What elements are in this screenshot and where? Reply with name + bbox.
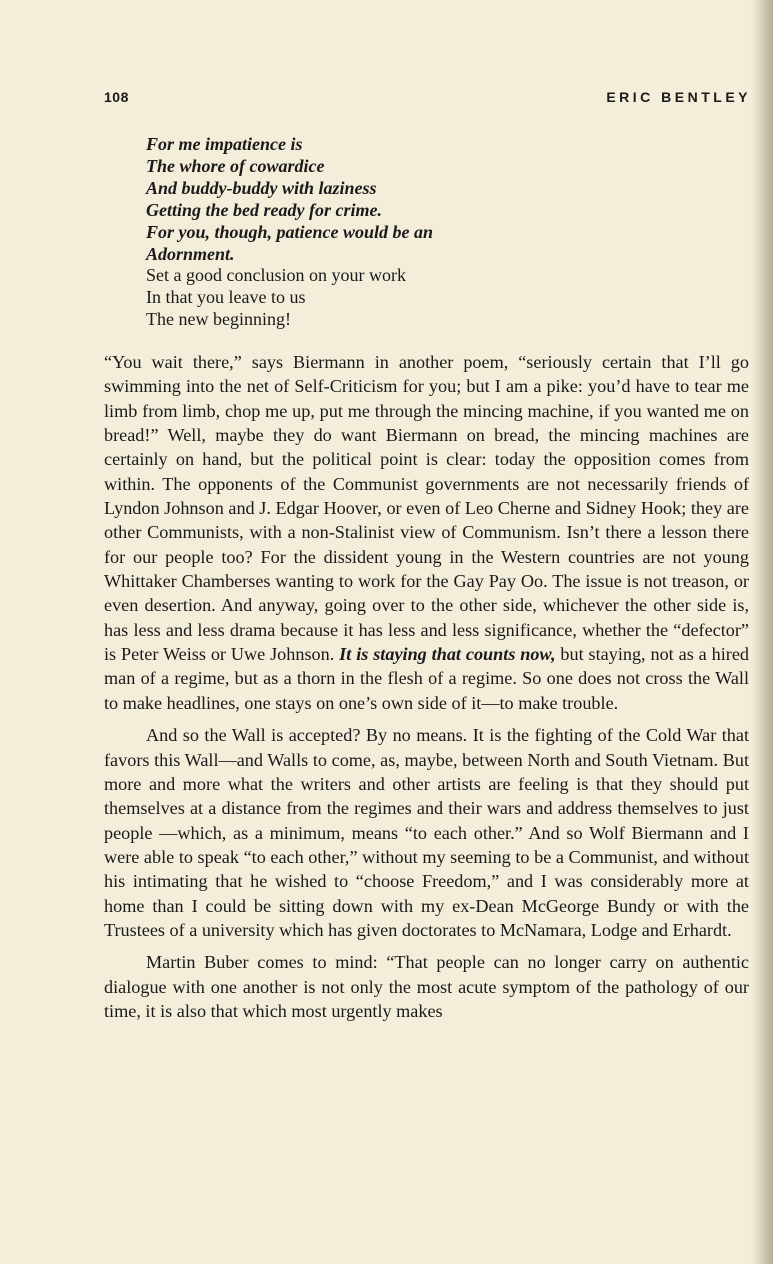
page-number: 108: [104, 89, 129, 105]
running-head: [104, 89, 751, 109]
paragraph-wall: And so the Wall is accepted? By no means. It is the fighting of the Cold War that favors this Wall—and Walls to come, as, maybe, between North and South Vietnam. But more and more what the writers and other artists are feeling is that they should put themselves at a distance from the regimes and their wars and address themselves to just people —which, as a minimum, means “to each other.” And so Wolf Biermann and I were able to speak “to each other,” without my seeming to be a Communist, and without his intimating that he wished to “choose Freedom,” and I was considerably more at home than I could be sitting down with my ex-Dean McGeorge Bundy or with the Trustees of a university which has given doctorates to McNamara, Lodge and Erhardt.: [104, 725, 749, 940]
paragraph-text: but staying, not as a hired man of a regime, but as a thorn in the flesh of a regime. So one does not cross the Wall to make headlines, one stays on one’s own side of it—to make trouble.: [104, 644, 749, 713]
emphasis-text: It is staying that counts now,: [339, 644, 556, 665]
poem-block: [146, 134, 666, 331]
body-text: [104, 350, 749, 1023]
poem-line: Getting the bed ready for crime.: [146, 199, 382, 220]
running-head-author: ERIC BENTLEY: [606, 89, 751, 105]
poem-line: For me impatience is: [146, 134, 303, 154]
poem-line: And buddy-buddy with laziness: [146, 177, 377, 198]
paragraph-buber: Martin Buber comes to mind: “That people can no longer carry on authentic dialogue with one another is not only the most acute symptom of the pathology of our time, it is also that which most urgently makes: [104, 952, 749, 1021]
poem-line: The whore of cowardice: [146, 155, 325, 176]
paragraph-text: “You wait there,” says Biermann in another poem, “seriously certain that I’ll go swimming into the net of Self-Criticism for you; but I am a pike: you’d have to tear me limb from limb, chop me up, put me through the mincing machine, if you wanted me on bread!” Well, maybe they do want Biermann on bread, the mincing machines are certainly on hand, but the political point is clear: today the opposition comes from within. The opponents of the Communist governments are not necessarily friends of Lyndon Johnson and J. Edgar Hoover, or even of Leo Cherne and Sidney Hook; they are other Communists, with a non-Stalinist view of Communism. Isn’t there a lesson there for our people too? For the dissident young in the Western countries are not young Whittaker Chamberses wanting to work for the Gay Pay Oo. The issue is not treason, or even desertion. And anyway, going over to the other side, whichever the other side is, has less and less drama because it has less and less significance, whether the “defector” is Peter Weiss or Uwe Johnson.: [104, 352, 749, 665]
poem-line: Adornment.: [146, 243, 235, 264]
poem-line: In that you leave to us: [146, 287, 306, 308]
paragraph-biermann: [104, 350, 749, 715]
poem-line: The new beginning!: [146, 309, 291, 330]
poem-line: Set a good conclusion on your work: [146, 265, 406, 286]
poem-line: For you, though, patience would be an: [146, 221, 434, 242]
